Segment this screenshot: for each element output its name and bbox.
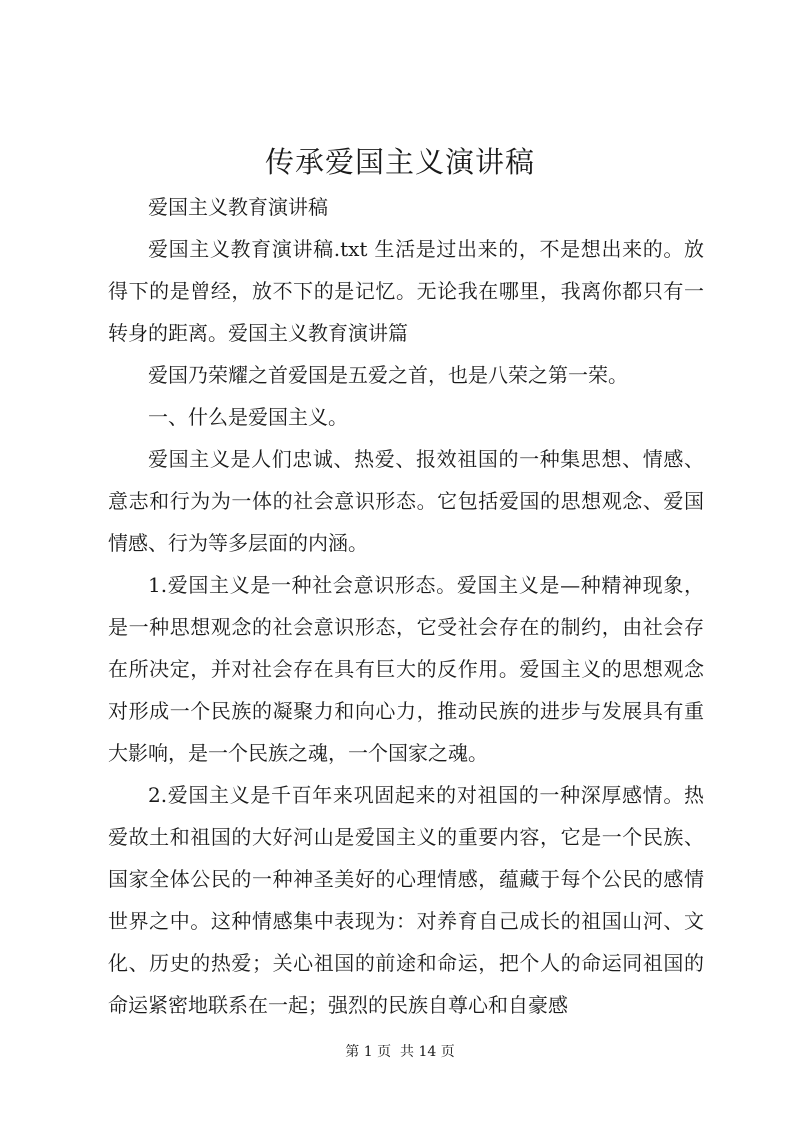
paragraph-intro: 爱国主义教育演讲稿.txt 生活是过出来的，不是想出来的。放得下的是曾经，放不下的是记忆。无论我在哪里，我离你都只有一转身的距离。爱国主义教育演讲篇 (108, 237, 704, 345)
paragraph-definition: 爱国主义是人们忠诚、热爱、报效祖国的一种集思想、情感、意志和行为为一体的社会意识形态。它包括爱国的思想观念、爱国情感、行为等多层面的内涵。 (108, 447, 704, 555)
paragraph-honor: 爱国乃荣耀之首爱国是五爱之首，也是八荣之第一荣。 (148, 363, 628, 387)
document-title: 传承爱国主义演讲稿 (264, 145, 535, 179)
section-heading: 一、什么是爱国主义。 (148, 405, 348, 429)
page-number: 第 1 页 共 14 页 (345, 1044, 455, 1060)
document-body (108, 186, 704, 1026)
paragraph-point-2: 2.爱国主义是千百年来巩固起来的对祖国的一种深厚感情。热爱故土和祖国的大好河山是爱国主义的重要内容，它是一个民族、国家全体公民的一种神圣美好的心理情感，蕴藏于每个公民的感情世界之中。这种情感集中表现为：对养育自己成长的祖国山河、文化、历史的热爱；关心祖国的前途和命运，把个人的命运同祖国的命运紧密地联系在一起；强烈的民族自尊心和自豪感 (108, 783, 704, 1017)
paragraph-point-1: 1.爱国主义是一种社会意识形态。爱国主义是—种精神现象，是一种思想观念的社会意识形态，它受社会存在的制约，由社会存在所决定，并对社会存在具有巨大的反作用。爱国主义的思想观念对形成一个民族的凝聚力和向心力，推动民族的进步与发展具有重大影响，是一个民族之魂，一个国家之魂。 (108, 573, 704, 765)
paragraph-subtitle: 爱国主义教育演讲稿 (148, 195, 328, 219)
page-footer (0, 1040, 800, 1064)
